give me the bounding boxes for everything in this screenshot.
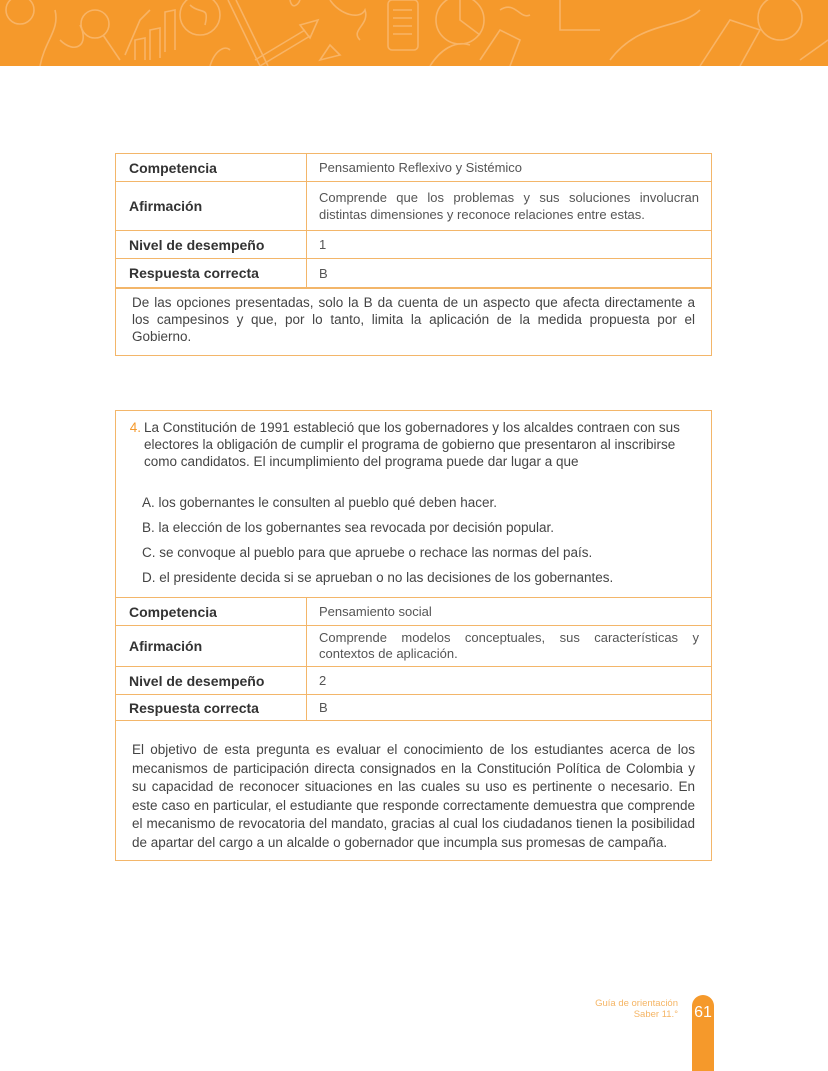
question-number: 4. <box>129 420 141 435</box>
question-text: La Constitución de 1991 estableció que los gobernadores y los alcaldes contraen con sus electores la obligación de cumplir el programa de gobierno que presentaron al inscribirse como candidatos. El incumplimiento del programa puede dar lugar a que <box>144 420 680 469</box>
competencia-label: Competencia <box>116 154 307 181</box>
row-afirmacion <box>116 626 711 667</box>
answer-key-table-q4 <box>116 597 711 720</box>
afirmacion-value: Comprende que los problemas y sus soluciones involucran distintas dimensiones y reconoce relaciones entre estas. <box>319 190 699 222</box>
option-a: A. los gobernantes le consulten al pueblo qué deben hacer. <box>142 495 498 510</box>
competencia-value: Pensamiento social <box>319 604 432 619</box>
question-card-q4 <box>115 410 712 861</box>
nivel-value: 2 <box>319 673 327 688</box>
row-respuesta <box>116 695 711 720</box>
question-stem <box>122 419 699 470</box>
header-banner <box>0 0 828 66</box>
respuesta-label: Respuesta correcta <box>116 695 307 720</box>
row-nivel <box>116 667 711 695</box>
row-competencia <box>116 154 711 182</box>
afirmacion-label: Afirmación <box>116 182 307 230</box>
nivel-value: 1 <box>319 237 327 252</box>
guide-line-2: Saber 11.° <box>633 1009 678 1020</box>
afirmacion-value: Comprende modelos conceptuales, sus características y contextos de aplicación. <box>319 630 699 661</box>
respuesta-value: B <box>319 265 328 281</box>
row-competencia <box>116 598 711 626</box>
guide-line-1: Guía de orientación <box>595 998 678 1009</box>
answer-key-card-q3 <box>115 153 712 356</box>
respuesta-label: Respuesta correcta <box>116 259 307 287</box>
option-d: D. el presidente decida si se aprueban o no las decisiones de los gobernantes. <box>142 570 614 585</box>
page-number: 61 <box>694 1004 712 1021</box>
competencia-label: Competencia <box>116 598 307 625</box>
guide-title <box>595 998 678 1020</box>
page-number-tab <box>692 995 714 1071</box>
row-nivel <box>116 231 711 259</box>
afirmacion-label: Afirmación <box>116 626 307 666</box>
options-list <box>142 494 699 597</box>
competencia-value: Pensamiento Reflexivo y Sistémico <box>319 160 523 175</box>
respuesta-value: B <box>319 700 328 715</box>
nivel-label: Nivel de desempeño <box>116 231 307 258</box>
explanation-text: El objetivo de esta pregunta es evaluar el conocimiento de los estudiantes acerca de los mecanismos de participación directa consignados en la Constitución Política de Colombia y su capacidad de reconocer situaciones en las cuales su uso es pertinente o necesario. En este caso en particular, el estudiante que responde correctamente demuestra que comprende el mecanismo de revocatoria del mandato, gracias al cual los ciudadanos tienen la posibilidad de apartar del cargo a un alcalde o gobernador que incumpla sus promesas de campaña. <box>116 720 711 860</box>
nivel-label: Nivel de desempeño <box>116 667 307 694</box>
row-afirmacion <box>116 182 711 231</box>
question-body <box>116 411 711 597</box>
explanation-text: De las opciones presentadas, solo la B da cuenta de un aspecto que afecta directamente a los campesinos y que, por lo tanto, limita la aplicación de la medida propuesta por el Gobierno. <box>116 288 711 355</box>
row-respuesta <box>116 259 711 288</box>
option-b: B. la elección de los gobernantes sea revocada por decisión popular. <box>142 520 555 535</box>
doodle-pattern-icon <box>0 0 828 66</box>
option-c: C. se convoque al pueblo para que apruebe o rechace las normas del país. <box>142 545 593 560</box>
